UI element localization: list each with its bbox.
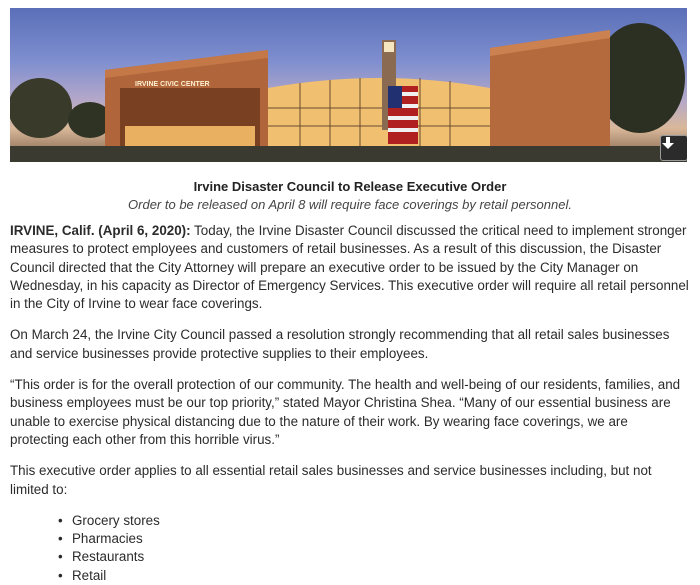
- list-item: • Restaurants: [58, 549, 145, 565]
- paragraph-1-text: Today, the Irvine Disaster Council discussed the critical need to implement stronger measures to protect employees and customers of retail businesses. As a result of this discussion, the Disaster Council directed that the City Attorney will prepare an executive order to be issued by the City Manager on Wednesday, in his capacity as Director of Emergency Services. This executive order will require all retail personnel in the City of Irvine to wear face coverings.: [10, 223, 689, 312]
- download-button[interactable]: [660, 135, 687, 161]
- list-item: • Retail: [58, 567, 107, 583]
- article-title: Irvine Disaster Council to Release Executive Order: [193, 179, 507, 194]
- dateline: IRVINE, Calif. (April 6, 2020):: [10, 223, 191, 238]
- article: [10, 178, 690, 585]
- article-subtitle: Order to be released on April 8 will require face coverings by retail personnel.: [128, 197, 572, 212]
- list-item: • Pharmacies: [58, 531, 143, 547]
- list-item: • Grocery stores: [58, 512, 160, 528]
- paragraph-1: [10, 222, 690, 313]
- civic-center-photo: [10, 8, 687, 162]
- business-list: [10, 512, 690, 585]
- paragraph-2: On March 24, the Irvine City Council passed a resolution strongly recommending that all retail sales businesses and service businesses provide protective supplies to their employees.: [10, 327, 670, 361]
- building-sign-text: IRVINE CIVIC CENTER: [135, 81, 210, 88]
- download-arrow-icon: [661, 136, 675, 150]
- paragraph-3: “This order is for the overall protection of our community. The health and well-being of our residents, families, and business employees must be our top priority,” stated Mayor Christina Shea. “Many of our essential business are unable to exercise physical distancing due to the nature of their work. By wearing face coverings, we are protecting each other from this horrible virus.”: [10, 377, 681, 447]
- hero-image: [10, 8, 687, 162]
- paragraph-4: This executive order applies to all essential retail sales businesses and service businesses including, but not limited to:: [10, 463, 652, 497]
